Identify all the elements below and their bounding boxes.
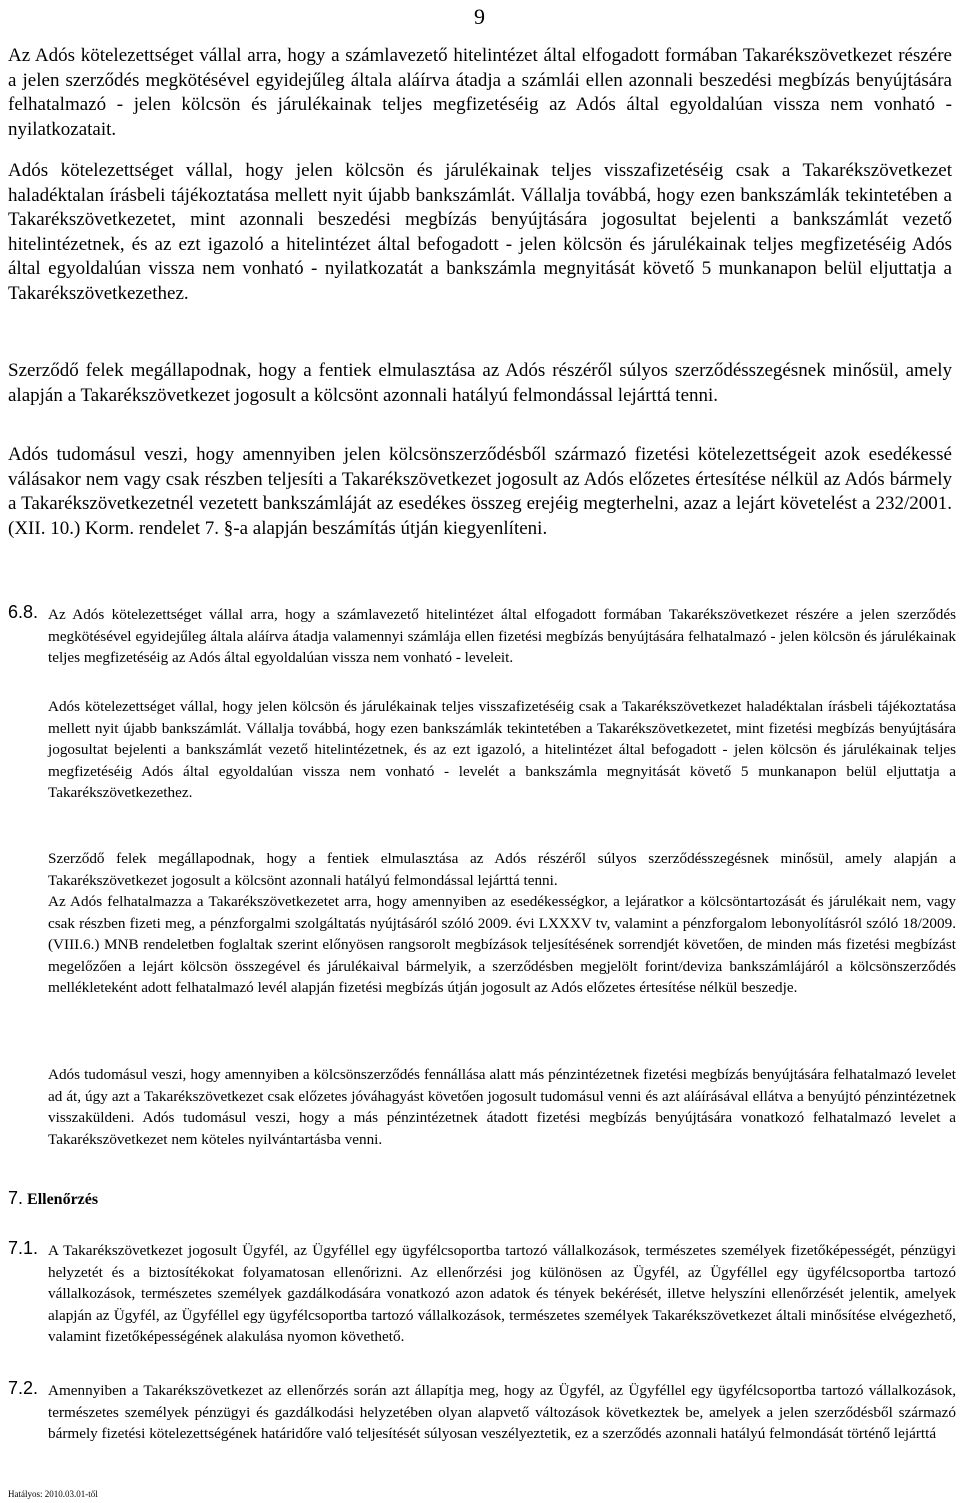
section-7-2-number: 7.2. — [8, 1378, 39, 1398]
section-7-2-text — [48, 1380, 956, 1445]
section-7-heading — [8, 1188, 98, 1209]
section-7-title: Ellenőrzés — [27, 1191, 99, 1208]
section-6-7-p2 — [8, 159, 952, 306]
section-6-8-p5 — [48, 1064, 956, 1150]
paragraph-text: Adós kötelezettséget vállal, hogy jelen kölcsön és járulékainak teljes visszafizetéséig csak a Takarékszövetkezet haladéktalan írásbeli tájékoztatása mellett nyit újabb bankszámlát. Vállalja továbbá, hogy ezen bankszámlák tekintetében a Takarékszövetkezetet, mint fizetési megbízás benyújtására jogosultat bejelenti a bankszámlát vezető hitelintézetnek, és az ezt igazoló, a hitelintézet által befogadott - jelen kölcsön és járulékainak teljes megfizetéséig Adós által egyoldalúan vissza nem vonható - levelét a bankszámla megnyitását követő 5 munkanapon belül eljuttatja a Takarékszövetkezethez. — [48, 698, 956, 801]
section-6-8-p1 — [48, 604, 956, 669]
paragraph-text: Adós tudomásul veszi, hogy amennyiben jelen kölcsönszerződésből származó fizetési kötelezettségeit azok esedékessé válásakor nem vagy csak részben teljesíti a Takarékszövetkezet jogosult az Adós előzetes értesítése nélkül az Adós bármely a Takarékszövetkezetnél vezetett bankszámláját az esedékes összeg erejéig megterhelni, azaz a lejárt követelést a 232/2001. (XII. 10.) Korm. rendelet 7. §-a alapján beszámítás útján kiegyenlíteni. — [8, 444, 952, 539]
paragraph-text: Adós kötelezettséget vállal, hogy jelen kölcsön és járulékainak teljes visszafizetéséig csak a Takarékszövetkezet haladéktalan írásbeli tájékoztatása mellett nyit újabb bankszámlát. Vállalja továbbá, hogy ezen bankszámlák tekintetében a Takarékszövetkezetet, mint azonnali beszedési megbízás benyújtására jogosultat bejelenti a bankszámlát vezető hitelintézetnek, és az ezt igazoló a hitelintézet által befogadott - jelen kölcsön és járulékainak teljes megfizetéséig Adós által egyoldalúan vissza nem vonható - nyilatkozatát a bankszámla megnyitását követő 5 munkanapon belül eljuttatja a Takarékszövetkezethez. — [8, 160, 952, 304]
paragraph-text: Adós tudomásul veszi, hogy amennyiben a kölcsönszerződés fennállása alatt más pénzintézetnek fizetési megbízás benyújtására felhatalmazó levelet ad át, úgy azt a Takarékszövetkezet csak előzetes jóváhagyást követően jogosult tudomásul venni és azt aláírásával ellátva a benyújtó pénzintézetnek visszaküldeni. Adós tudomásul veszi, hogy a más pénzintézetnek átadott fizetési megbízás benyújtására vonatkozó felhatalmazó levelet a Takarékszövetkezet nem köteles nyilvántartásba venni. — [48, 1066, 956, 1148]
paragraph-text: Az Adós kötelezettséget vállal arra, hogy a számlavezető hitelintézet által elfogadott formában Takarékszövetkezet részére a jelen szerződés megkötésével egyidejűleg általa aláírva átadja valamennyi számlája ellen fizetési megbízás benyújtására felhatalmazó - jelen kölcsön és járulékainak teljes megfizetéséig az Adós által egyoldalúan vissza nem vonható - leveleit. — [48, 606, 956, 666]
paragraph-text: Szerződő felek megállapodnak, hogy a fentiek elmulasztása az Adós részéről súlyos szerződésszegésnek minősül, amely alapján a Takarékszövetkezet jogosult a kölcsönt azonnali hatályú felmondással lejárttá tenni. — [48, 850, 956, 889]
section-6-8-p2 — [48, 696, 956, 804]
page-number: 9 — [474, 4, 485, 29]
section-6-8-number: 6.8. — [8, 602, 39, 622]
paragraph-text: Amennyiben a Takarékszövetkezet az ellenőrzés során azt állapítja meg, hogy az Ügyfél, az Ügyféllel egy ügyfélcsoportba tartozó vállalkozások, természetes személyek pénzügyi és gazdálkodási helyzetében olyan alapvető változások következtek be, amelyek a jelen szerződésből származó bármely fizetési kötelezettségének határidőre való teljesítését súlyosan veszélyeztetik, ez a szerződés azonnali hatályú felmondását történő lejárttá — [48, 1382, 956, 1442]
paragraph-text: Az Adós felhatalmazza a Takarékszövetkezetet arra, hogy amennyiben az esedékességkor, a lejáratkor a kölcsöntartozását és járulékait nem, vagy csak részben fizeti meg, a pénzforgalmi szolgáltatás nyújtásáról szóló 2009. évi LXXXV tv, valamint a pénzforgalom lebonyolításról szóló 18/2009. (VIII.6.) MNB rendeletben foglaltak szerint előnyösen rangsorolt megbízások teljesítésének sorrendjét követően, de minden más fizetési megbízást megelőzően a lejárt kölcsön összegével és járulékaival bármelyik, a szerződésben megjelölt forint/deviza bankszámlájáról a kölcsönszerződés mellékleteként adott felhatalmazó levél alapján fizetési megbízás útján jogosult az Adós előzetes értesítése nélkül beszedje. — [48, 893, 956, 996]
section-6-8-p4 — [48, 891, 956, 999]
section-7-1-number: 7.1. — [8, 1238, 39, 1258]
section-6-7-p3 — [8, 359, 952, 408]
section-6-7-p4 — [8, 443, 952, 541]
paragraph-text: Szerződő felek megállapodnak, hogy a fentiek elmulasztása az Adós részéről súlyos szerződésszegésnek minősül, amely alapján a Takarékszövetkezet jogosult a kölcsönt azonnali hatályú felmondással lejárttá tenni. — [8, 360, 952, 406]
section-7-number: 7. — [8, 1188, 24, 1208]
paragraph-text: Az Adós kötelezettséget vállal arra, hogy a számlavezető hitelintézet által elfogadott formában Takarékszövetkezet részére a jelen szerződés megkötésével egyidejűleg általa aláírva átadja a számlái ellen azonnali beszedési megbízás benyújtására felhatalmazó - jelen kölcsön és járulékainak teljes megfizetéséig az Adós által egyoldalúan vissza nem vonható - nyilatkozatait. — [8, 45, 952, 140]
footer-validity: Hatályos: 2010.03.01-től — [8, 1489, 98, 1499]
section-7-1-text — [48, 1240, 956, 1348]
paragraph-text: A Takarékszövetkezet jogosult Ügyfél, az Ügyféllel egy ügyfélcsoportba tartozó vállalkozások, természetes személyek fizetőképességét, pénzügyi helyzetét és a biztosítékokat folyamatosan ellenőrizni. Az ellenőrzési jog különösen az Ügyfél, az Ügyféllel egy ügyfélcsoportba tartozó vállalkozások, természetes személyek gazdálkodására vonatkozó azon adatok és tények bekérését, illetve helyszíni ellenőrzését jelentik, amelyek alapján az Ügyfél, az Ügyféllel egy ügyfélcsoportba tartozó vállalkozások, természetes személyek Takarékszövetkezet általi minősítése elvégezhető, valamint fizetőképességének alakulása nyomon követhető. — [48, 1242, 956, 1345]
section-6-8-p3 — [48, 848, 956, 891]
section-6-7-p1 — [8, 44, 952, 142]
